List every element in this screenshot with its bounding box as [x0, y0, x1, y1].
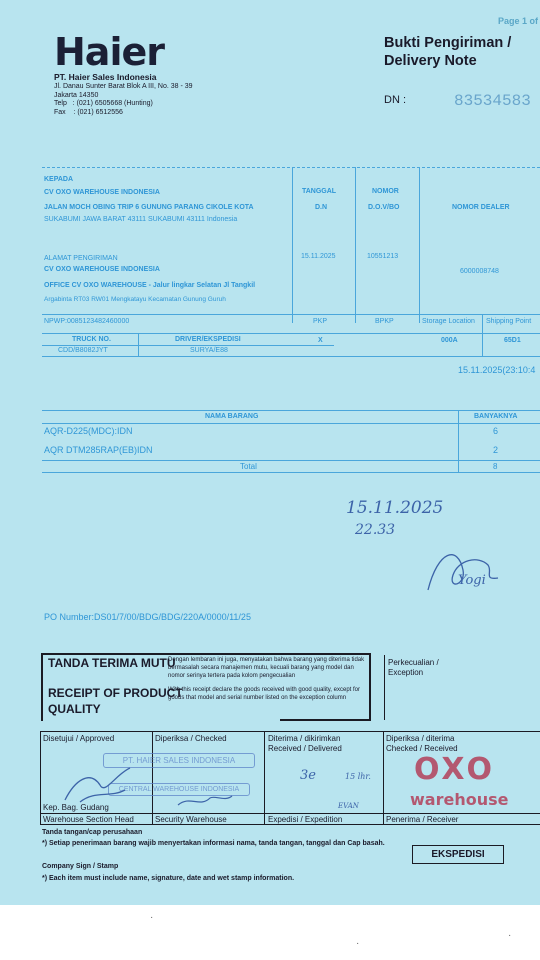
sig-grid-div-2 [264, 731, 265, 825]
document-title: Bukti Pengiriman / Delivery Note [384, 35, 512, 69]
items-header-line [42, 423, 540, 424]
approved-label: Disetujui / Approved [43, 734, 115, 743]
driver-value: SURYA/E88 [190, 347, 228, 354]
sig-grid-left [40, 731, 41, 825]
company-name: PT. Haier Sales Indonesia [54, 72, 157, 82]
tanda-tangan-label: Tanda tangan/cap perusahaan [42, 829, 143, 836]
bpkp-label: BPKP [375, 318, 394, 325]
receipt-text-en: With this receipt declare the goods received with good quality, except for goods that model and serial number listed on the exception column [168, 687, 360, 701]
receipt-bracket-bottom [280, 719, 371, 721]
dn-col-label: D.N [315, 204, 328, 211]
signature-text: Yogi [458, 573, 486, 588]
checked-received-label: Diperiksa / diterima Checked / Received [386, 734, 458, 753]
tanggal-label: TANGGAL [302, 188, 337, 195]
consignee-address-1: JALAN MOCH OBING TRIP 6 GUNUNG PARANG CIKOLE KOTA [44, 204, 254, 211]
grid-line-truck [42, 333, 540, 334]
po-number: PO Number:DS01/7/00/BDG/BDG/220A/0000/11/25 [44, 612, 251, 622]
shipping-label: Shipping Point [486, 318, 532, 325]
scan-dot: · [150, 912, 154, 923]
tanggal-value: 15.11.2025 [301, 253, 336, 260]
company-address: Jl. Danau Sunter Barat Blok A III, No. 38 - 39 Jakarta 14350 Telp : (021) 6505668 (Hunting) Fax : (021) 6512556 [54, 83, 193, 116]
print-timestamp: 15.11.2025(23:10:4 [458, 365, 536, 375]
footer-note-2: *) Each item must include name, signature, date and wet stamp information. [42, 875, 295, 882]
storage-label: Storage Location [422, 318, 475, 325]
expedition-signature: 3e [300, 768, 316, 783]
grid-divider-3 [419, 167, 420, 323]
handwritten-date: 15.11.2025 [346, 498, 444, 518]
items-divider [458, 410, 459, 472]
received-delivered-label: Diterima / dikirimkan Received / Delivered [268, 734, 342, 753]
kepada-label: KEPADA [44, 176, 74, 183]
pkp-label: PKP [313, 318, 328, 325]
receipt-text-id: Dengan lembaran ini juga, menyatakan bahwa barang yang diterima tidak bermasalah secara manajemen mutu, kecuali barang yang model dan nomor serinya tertera pada kolom pengecualian [168, 657, 365, 679]
checked-signature [175, 790, 235, 812]
grid-top-line [42, 167, 540, 168]
dn-label: DN : [384, 94, 406, 106]
nomor-value: 10551213 [367, 253, 399, 260]
items-top-line [42, 410, 540, 411]
ship-address-1: OFFICE CV OXO WAREHOUSE - Jalur lingkar Selatan Jl Tangkil [44, 282, 256, 289]
storage-value: 000A [441, 337, 458, 344]
grid-divider-4 [482, 314, 483, 356]
expedition-time: 15 lhr. [345, 772, 371, 781]
dealer-label: NOMOR DEALER [452, 204, 510, 211]
item-qty-2: 2 [493, 445, 499, 455]
items-total-value: 8 [493, 462, 498, 471]
dovbo-label: D.O.V/BO [368, 204, 400, 211]
sig-grid-bottom [40, 824, 540, 825]
pkp-value: X [318, 337, 323, 344]
ship-name: CV OXO WAREHOUSE INDONESIA [44, 266, 160, 273]
alamat-label: ALAMAT PENGIRIMAN [44, 255, 118, 262]
oxo-stamp-text: warehouse [410, 790, 509, 809]
penerima-label: Penerima / Receiver [386, 815, 459, 824]
exception-left-line [384, 655, 385, 720]
scan-dot: · [356, 938, 360, 949]
checked-label: Diperiksa / Checked [155, 734, 227, 743]
receipt-bracket-top [41, 653, 371, 655]
sig-grid-top [40, 731, 540, 732]
page-number: Page 1 of [498, 16, 539, 26]
warehouse-head-label: Warehouse Section Head [43, 815, 134, 824]
security-label: Security Warehouse [155, 815, 227, 824]
handwritten-time: 22.33 [355, 522, 396, 538]
grid-line-truck-2 [42, 345, 334, 346]
expedition-name: EVAN [338, 802, 359, 810]
receipt-title-en-2: QUALITY [48, 702, 101, 716]
expedisi-label: Expedisi / Expedition [268, 815, 343, 824]
dealer-value: 6000008748 [460, 268, 499, 275]
consignee-name: CV OXO WAREHOUSE INDONESIA [44, 189, 160, 196]
npwp: NPWP:0085123482460000 [44, 318, 130, 325]
items-total-label: Total [240, 462, 257, 471]
items-total-line [42, 460, 540, 461]
grid-line-bottom [42, 356, 540, 357]
haier-stamp: PT. HAIER SALES INDONESIA [103, 753, 255, 768]
sig-grid-div-1 [152, 731, 153, 825]
ekspedisi-box: EKSPEDISI [412, 845, 504, 864]
receipt-title-en-1: RECEIPT OF PRODUCT [48, 686, 183, 700]
dn-number: 83534583 [454, 92, 531, 110]
truck-label: TRUCK NO. [72, 336, 111, 343]
footer-note-1: *) Setiap penerimaan barang wajib menyertakan informasi nama, tanda tangan, tanggal dan Cap basah. [42, 840, 385, 847]
shipping-value: 65D1 [504, 337, 521, 344]
haier-logo: Haier [54, 30, 164, 74]
grid-divider-2 [355, 167, 356, 323]
items-bottom-line [42, 472, 540, 473]
company-sign-label: Company Sign / Stamp [42, 863, 119, 870]
exception-label: Perkecualian / Exception [388, 658, 439, 677]
oxo-stamp-logo: OXO [414, 752, 495, 787]
handwritten-signature [418, 540, 508, 600]
grid-line-npwp [42, 314, 540, 315]
scan-dot: · [508, 930, 512, 941]
items-name-header: NAMA BARANG [205, 413, 259, 420]
receipt-bracket-left [41, 653, 43, 721]
driver-label: DRIVER/EKSPEDISI [175, 336, 241, 343]
item-name-1: AQR-D225(MDC):IDN [44, 426, 133, 436]
approved-signature [60, 760, 140, 810]
sig-grid-div-3 [383, 731, 384, 825]
haier-stamp-2: CENTRAL WAREHOUSE INDONESIA [108, 783, 250, 796]
item-qty-1: 6 [493, 426, 499, 436]
items-qty-header: BANYAKNYA [474, 413, 518, 420]
truck-value: CDD/B8082JYT [58, 347, 108, 354]
receipt-title-id: TANDA TERIMA MUTU [48, 656, 176, 670]
consignee-address-2: SUKABUMI JAWA BARAT 43111 SUKABUMI 43111 Indonesia [44, 216, 238, 223]
item-name-2: AQR DTM285RAP(EB)IDN [44, 445, 153, 455]
sig-grid-label-line [40, 813, 540, 814]
nomor-label: NOMOR [372, 188, 399, 195]
kep-bag-label: Kep. Bag. Gudang [43, 803, 109, 812]
grid-divider-truck [138, 333, 139, 356]
grid-divider-1 [292, 167, 293, 323]
receipt-bracket-right [369, 653, 371, 721]
ship-address-2: Argabinta RT03 RW01 Mengkatayu Kecamatan Gunung Guruh [44, 296, 226, 303]
